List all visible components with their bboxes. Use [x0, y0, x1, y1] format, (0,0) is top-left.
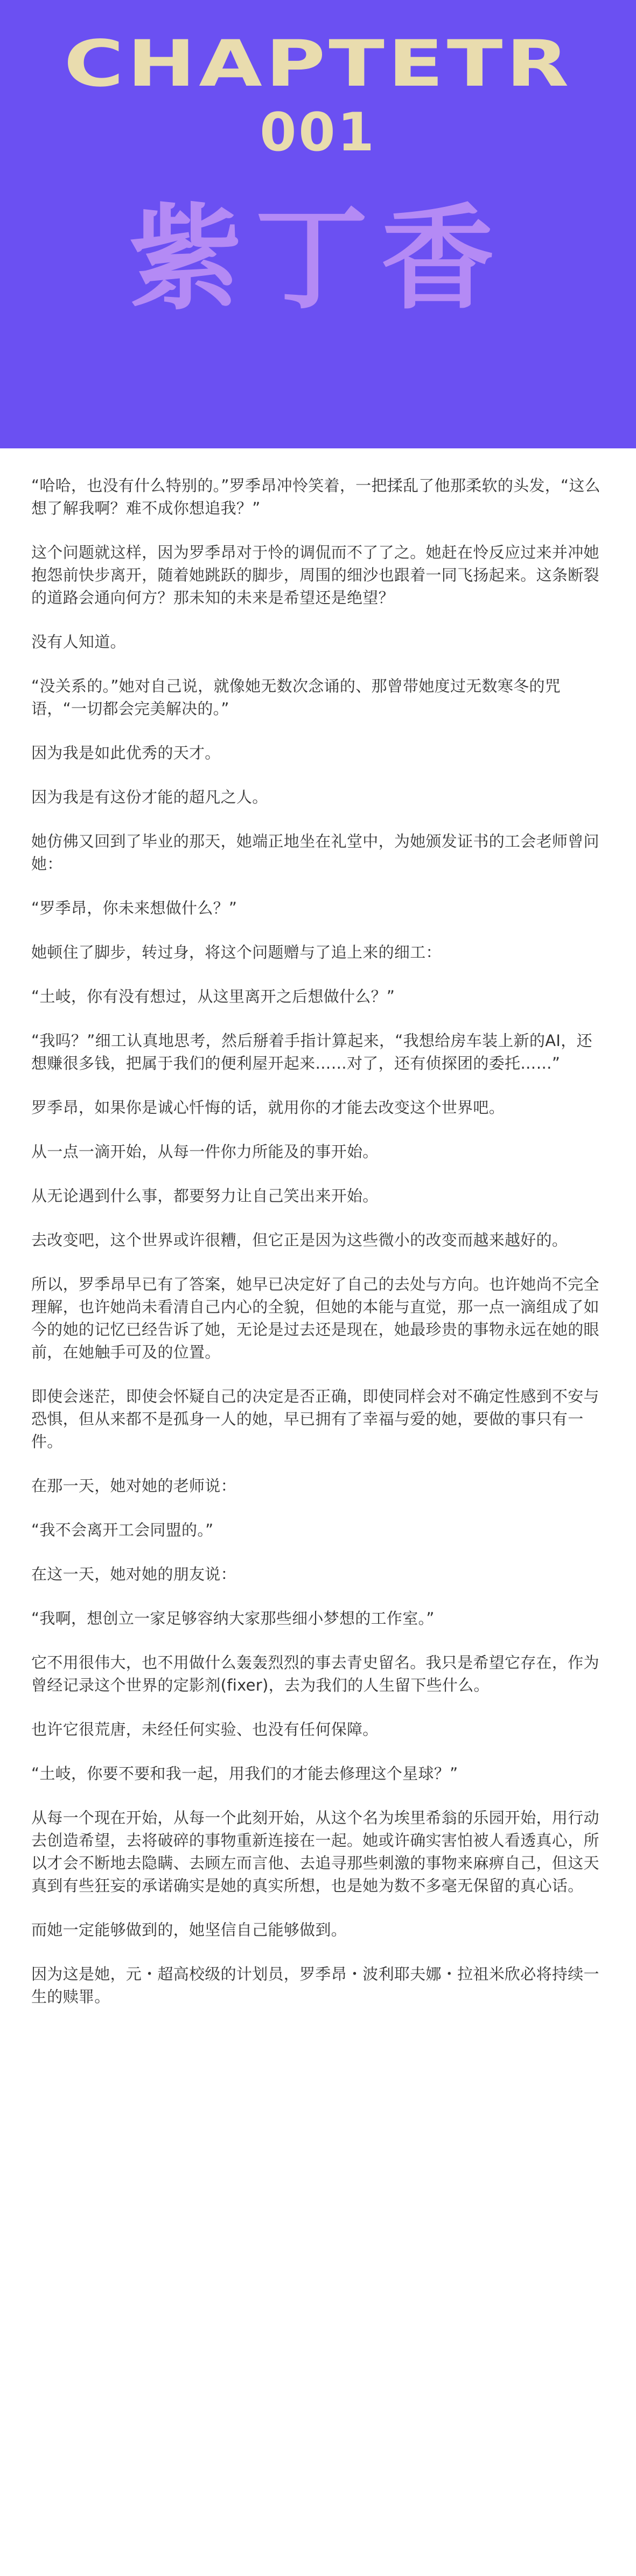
story-paragraph: 所以，罗季昂早已有了答案，她早已决定好了自己的去处与方向。也许她尚不完全理解，也许她尚未看清自己内心的全貌，但她的本能与直觉，那一点一滴组成了如今的她的记忆已经告诉了她，无论是过去还是现在，她最珍贵的事物永远在她的眼前，在她触手可及的位置。	[31, 1275, 599, 1361]
story-paragraph: 因为我是如此优秀的天才。	[31, 744, 221, 762]
story-paragraph: 因为我是有这份才能的超凡之人。	[31, 788, 268, 806]
story-paragraph: 她仿佛又回到了毕业的那天，她端正地坐在礼堂中，为她颁发证书的工会老师曾问她：	[31, 832, 599, 873]
story-paragraph: 它不用很伟大，也不用做什么轰轰烈烈的事去青史留名。我只是希望它存在，作为曾经记录这个世界的定影剂(fixer)，去为我们的人生留下些什么。	[31, 1653, 599, 1694]
story-paragraph: “我吗？”细工认真地思考，然后掰着手指计算起来，“我想给房车装上新的AI，还想赚很多钱，把属于我们的便利屋开起来……对了，还有侦探团的委托……”	[31, 1031, 592, 1072]
story-paragraph: “罗季昂，你未来想做什么？”	[31, 899, 237, 917]
story-paragraph: “土岐，你要不要和我一起，用我们的才能去修理这个星球？”	[31, 1764, 458, 1783]
story-paragraph: 从无论遇到什么事，都要努力让自己笑出来开始。	[31, 1187, 379, 1205]
chapter-number: 001	[260, 102, 376, 163]
story-paragraph: 而她一定能够做到的，她坚信自己能够做到。	[31, 1921, 347, 1939]
story-paragraph: 罗季昂，如果你是诚心忏悔的话，就用你的才能去改变这个世界吧。	[31, 1098, 505, 1117]
story-paragraph: 从每一个现在开始，从每一个此刻开始，从这个名为埃里希翁的乐园开始，用行动去创造希望，去将破碎的事物重新连接在一起。她或许确实害怕被人看透真心，所以才会不断地去隐瞒、去顾左而言他、去追寻那些刺激的事物来麻痹自己，但这天真到有些狂妄的承诺确实是她的真实所想，也是她为数不多毫无保留的真心话。	[31, 1809, 599, 1895]
story-paragraph: 在这一天，她对她的朋友说：	[31, 1565, 236, 1583]
story-paragraph: 从一点一滴开始，从每一件你力所能及的事开始。	[31, 1142, 379, 1161]
story-paragraph: “没关系的。”她对自己说，就像她无数次念诵的、那曾带她度过无数寒冬的咒语，“一切都会完美解决的。”	[31, 677, 561, 718]
story-paragraph: 这个问题就这样，因为罗季昂对于怜的调侃而不了了之。她赶在怜反应过来并冲她抱怨前快步离开，随着她跳跃的脚步，周围的细沙也跟着一同飞扬起来。这条断裂的道路会通向何方？那未知的未来是希望还是绝望？	[31, 543, 599, 607]
chapter-subtitle: 紫丁香	[129, 193, 507, 325]
story-paragraph: “我不会离开工会同盟的。”	[31, 1521, 214, 1539]
story-paragraph: 也许它很荒唐，未经任何实验、也没有任何保障。	[31, 1720, 379, 1739]
story-paragraph: “哈哈，也没有什么特别的。”罗季昂冲怜笑着，一把揉乱了他那柔软的头发，“这么想了解我啊？难不成你想追我？”	[31, 476, 600, 517]
story-paragraph: 她顿住了脚步，转过身，将这个问题赠与了追上来的细工：	[31, 943, 442, 961]
chapter-header-banner	[0, 0, 636, 448]
story-body	[0, 448, 636, 2008]
story-paragraph: “我啊，想创立一家足够容纳大家那些细小梦想的工作室。”	[31, 1609, 435, 1628]
story-paragraph: 去改变吧，这个世界或许很糟，但它正是因为这些微小的改变而越来越好的。	[31, 1231, 568, 1249]
chapter-title: CHAPTETR	[64, 26, 572, 101]
story-paragraph: 即使会迷茫，即使会怀疑自己的决定是否正确，即使同样会对不确定性感到不安与恐惧，但从来都不是孤身一人的她，早已拥有了幸福与爱的她，要做的事只有一件。	[31, 1387, 599, 1451]
story-paragraph: 因为这是她，元・超高校级的计划员，罗季昂・波利耶夫娜・拉祖米欣必将持续一生的赎罪。	[31, 1965, 599, 2006]
story-paragraph: 没有人知道。	[31, 633, 126, 651]
story-paragraph: 在那一天，她对她的老师说：	[31, 1477, 236, 1495]
story-paragraph: “土岐，你有没有想过，从这里离开之后想做什么？”	[31, 987, 395, 1006]
